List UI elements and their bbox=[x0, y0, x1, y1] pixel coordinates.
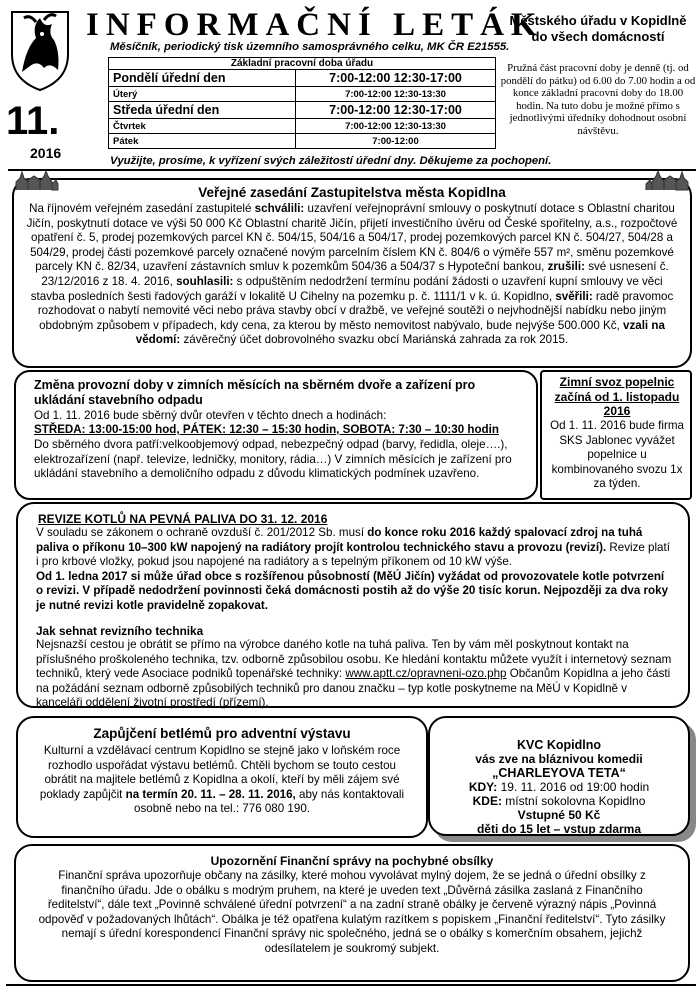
technician-text: Nejsnazší cestou je obrátit se přímo na výrobce daného kotle na tuhá paliva. Ten by vám měl poskytnout kontakt na příslušného proškoleného technika, tzv. odborně způsobilou osobu. Ke hledání kontaktu můžete využít i internetový seznam techniků, který vede Asociace podniků topenářské techniky: bbox=[36, 638, 672, 681]
council-section bbox=[12, 178, 692, 368]
tax-warning-section bbox=[14, 844, 690, 982]
recipient-line2: do všech domácností bbox=[531, 29, 665, 44]
council-keyword: schválili: bbox=[254, 202, 305, 215]
header-footer-note: Využijte, prosíme, k vyřízení svých záležitostí úřední dny. Děkujeme za pochopení. bbox=[110, 155, 552, 167]
nativity-text: aby nás kontaktovali osobně nebo na tel.: 776 080 190. bbox=[134, 787, 405, 816]
council-text: své usnesení č. 23/12/2016 z 18. 4. 2016, bbox=[41, 260, 669, 288]
kvc-where bbox=[430, 794, 688, 808]
tax-body: Finanční správa upozorňuje občany na zásilky, které mohou vyvolávat mylný dojem, že se jedná o úřední obsílky z finančního úřadu. Jde o obálku s modrým pruhem, na které je uveden text „Důvěrná zásilka zaslaná z Finančního ředitelství“, dále text „Povinně schválené úřední potvrzení“ a na zadní straně obálky je červeně výrazný nápis „Povinná odpověď v požadovaných lhůtách“. Obálka je též opatřena kulatým razítkem s popiskem „Finanční ředitelství“. Tyto zásilky nemají s úřední korespondencí Finanční správy nic společného, jedná se o obálky s komerčním obsahem, jejichž odesílatelem je soukromý subjekt. bbox=[38, 869, 666, 955]
hours-time: 7:00-12:00 bbox=[296, 134, 496, 149]
header-divider bbox=[8, 169, 696, 171]
nativity-text: Kulturní a vzdělávací centrum Kopidlno se stejně jako v loňském roce rozhodlo uspořádat výstavu betlémů. Chtěli bychom se touto cestou obrátit na majitele betlémů z Kopidlna a okolí, kteří by měli zájem své poklady zapůjčit bbox=[39, 744, 401, 801]
aptt-link[interactable]: www.aptt.cz/opravneni-ozo.php bbox=[345, 667, 507, 681]
council-body bbox=[24, 202, 680, 348]
technician-body bbox=[36, 638, 672, 711]
boiler-text: Revize platí i pro krbové vložky, pokud jsou napojené na radiátory a s tepelným příkonem od 10 kW výše. bbox=[36, 540, 670, 569]
council-keyword: zrušili: bbox=[547, 260, 585, 274]
winter-collection-section bbox=[540, 370, 692, 500]
waste-hours: STŘEDA: 13:00-15:00 hod, PÁTEK: 12:30 – 15:30 hodin, SOBOTA: 7:30 – 10:30 hodin bbox=[34, 423, 499, 436]
kvc-kids: děti do 15 let – vstup zdarma bbox=[476, 822, 642, 836]
town-silhouette-left-icon bbox=[14, 170, 60, 192]
kvc-invite: vás zve na bláznivou komedii bbox=[475, 752, 643, 766]
council-keyword: svěřili: bbox=[555, 289, 593, 303]
kvc-play-title: „CHARLEYOVA TETA“ bbox=[492, 766, 626, 780]
hours-time: 7:00-12:00 12:30-17:00 bbox=[296, 70, 496, 87]
boiler-text: V souladu se zákonem o ochraně ovzduší č. 201/2012 Sb. musí bbox=[36, 526, 368, 539]
kvc-where-label: KDE: bbox=[472, 794, 502, 808]
technician-subtitle: Jak sehnat revizního technika bbox=[36, 624, 204, 638]
technician-text: Občanům Kopidlna a jeho části na požádání seznam odborně způsobilých techniků pro danou značku – typ kotle poskytneme na MěÚ v Kopidlně v kanceláři oddělení životní prostředí (přízemí). bbox=[36, 667, 671, 710]
nativity-title: Zapůjčení betlémů pro adventní výstavu bbox=[93, 726, 351, 741]
flex-hours-note: Pružná část pracovní doby je denně (tj. od pondělí do pátku) od 6.00 do 7.00 hodin a od konce základní pracovní doby do 18.00 hodin. Na tuto dobu je možné přímo s jednotlivými úředníky dohodnout osobní návštěvu. bbox=[500, 62, 696, 137]
kvc-price: Vstupné 50 Kč bbox=[517, 808, 601, 822]
council-text: s odpuštěním nedodržení termínu podání žádosti o uzavření kupní smlouvy ve věci stavba posledních šesti řadových garáží v lokalitě U Cihelny na pozemku p. č. 1111/1 v k. ú. Kopidlno, bbox=[30, 274, 663, 303]
waste-line1: Od 1. 11. 2016 bude sběrný dvůr otevřen v těchto dnech a hodinách: bbox=[34, 409, 387, 422]
office-hours-table bbox=[108, 57, 496, 149]
hours-day: Čtvrtek bbox=[109, 119, 296, 134]
hours-day: Pondělí úřední den bbox=[109, 70, 296, 87]
council-keyword: souhlasili: bbox=[176, 274, 234, 288]
nativity-body bbox=[34, 744, 410, 817]
waste-title: Změna provozní doby v zimních měsících na sběrném dvoře a zařízení pro ukládání stavebního odpadu bbox=[34, 378, 476, 407]
issue-year: 2016 bbox=[30, 145, 62, 161]
nativity-dates: na termín 20. 11. – 28. 11. 2016, bbox=[125, 787, 296, 801]
hours-day: Úterý bbox=[109, 87, 296, 102]
boiler-body bbox=[36, 526, 672, 614]
town-silhouette-right-icon bbox=[644, 170, 690, 192]
coat-of-arms-logo bbox=[8, 8, 72, 92]
waste-section bbox=[14, 370, 538, 500]
hours-time: 7:00-12:00 12:30-13:30 bbox=[296, 87, 496, 102]
tax-title: Upozornění Finanční správy na pochybné obsílky bbox=[210, 854, 494, 868]
nativity-section bbox=[16, 716, 428, 838]
kvc-theatre-section bbox=[428, 716, 690, 836]
kvc-name: KVC Kopidlno bbox=[516, 738, 601, 752]
council-text: Na říjnovém veřejném zasedání zastupitelé bbox=[29, 202, 255, 215]
page-bottom-rule bbox=[6, 984, 696, 986]
council-text: radě pravomoc rozhodovat o nabytí nemovité věci nebo práva stavby obcí v dražbě, ve veřejné soutěži o nejvhodnější nabídku nebo jiným obdobným způsobem v případech, kdy cena, za kterou by město nemovitost nabývalo, bude nejvýše 500.000 Kč, bbox=[37, 289, 674, 332]
council-text: závěrečný účet dobrovolného svazku obcí Mariánská zahrada za rok 2015. bbox=[180, 333, 569, 347]
boiler-text-bold: do konce roku 2016 každý spalovací zdroj na tuhá paliva o příkonu 10–300 kW napojený na radiátory projít kontrolou technického stavu a provozu (revizí). bbox=[36, 526, 643, 554]
hours-time: 7:00-12:00 12:30-17:00 bbox=[296, 102, 496, 119]
leaflet-title: INFORMAČNÍ LETÁK bbox=[86, 7, 544, 43]
hours-time: 7:00-12:00 12:30-13:30 bbox=[296, 119, 496, 134]
waste-body: Do sběrného dvora patří:velkoobjemový odpad, nebezpečný odpad (barvy, ředidla, oleje….), elektrozařízení (např. televize, ledničky, monitory, rádia…) V zimních měsících je zařízení pro ukládání stavebního a demoličního odpadu z důvodu klimatických podmínek uzavřeno. bbox=[34, 438, 512, 481]
kvc-when bbox=[430, 780, 688, 794]
council-keyword: vzali na vědomí: bbox=[135, 318, 665, 347]
issue-number: 11. bbox=[6, 99, 60, 143]
hours-caption: Základní pracovní doba úřadu bbox=[109, 58, 496, 70]
kvc-where-value: místní sokolovna Kopidlno bbox=[501, 794, 646, 808]
hours-day: Pátek bbox=[109, 134, 296, 149]
recipient-line1: Městského úřadu v Kopidlně bbox=[509, 13, 687, 28]
council-text: uzavření veřejnoprávní smlouvy o poskytnutí dotace s Oblastní charitou Jičín, poskytnutí dotace ve výši 50 000 Kč Oblastní charitě Jičín, přijetí investičního úvěru od České spořitelny, a.s., rozpočtové opatření č. 5, prodej pozemkových parcel KN č. 504/15, 504/16 a 504/17, prodej pozemkových parcel KN č. 504/27, 504/28 a 504/29, prodej části pozemkové parcely označené novým parcelním číslem KN č. 804/6 o výměře 557 m², směnu pozemkové parcely KN č. 82/34, uzavření zástavních smluv k pozemkům 504/36 a 504/37 s Hypoteční bankou, bbox=[26, 202, 678, 274]
boiler-text-bold: Od 1. ledna 2017 si může úřad obce s rozšířenou působností (MěÚ Jičín) vyžádat od provozovatele kotle potvrzení o revizi. V případě nedodržení povinnosti čeká domácnosti postih až do výše 20 tisíc korun. Nejpozději za dva roky je nutné revizi kotle pravidelně zopakovat. bbox=[36, 569, 669, 612]
hours-day: Středa úřední den bbox=[109, 102, 296, 119]
council-title: Veřejné zasedání Zastupitelstva města Kopidlna bbox=[198, 185, 506, 200]
kvc-when-value: 19. 11. 2016 od 19:00 hodin bbox=[497, 780, 650, 794]
winter-body: Od 1. 11. 2016 bude firma SKS Jablonec vyvážet popelnice u kombinovaného svozu 1x za týden. bbox=[550, 419, 684, 491]
subtitle: Měsíčník, periodický tisk územního samosprávného celku, MK ČR E21555. bbox=[110, 41, 510, 53]
boiler-title: REVIZE KOTLŮ NA PEVNÁ PALIVA DO 31. 12. 2016 bbox=[38, 512, 328, 526]
kvc-when-label: KDY: bbox=[468, 780, 498, 794]
boiler-revision-section bbox=[16, 502, 690, 708]
winter-title: Zimní svoz popelnic začíná od 1. listopadu 2016 bbox=[554, 375, 680, 419]
